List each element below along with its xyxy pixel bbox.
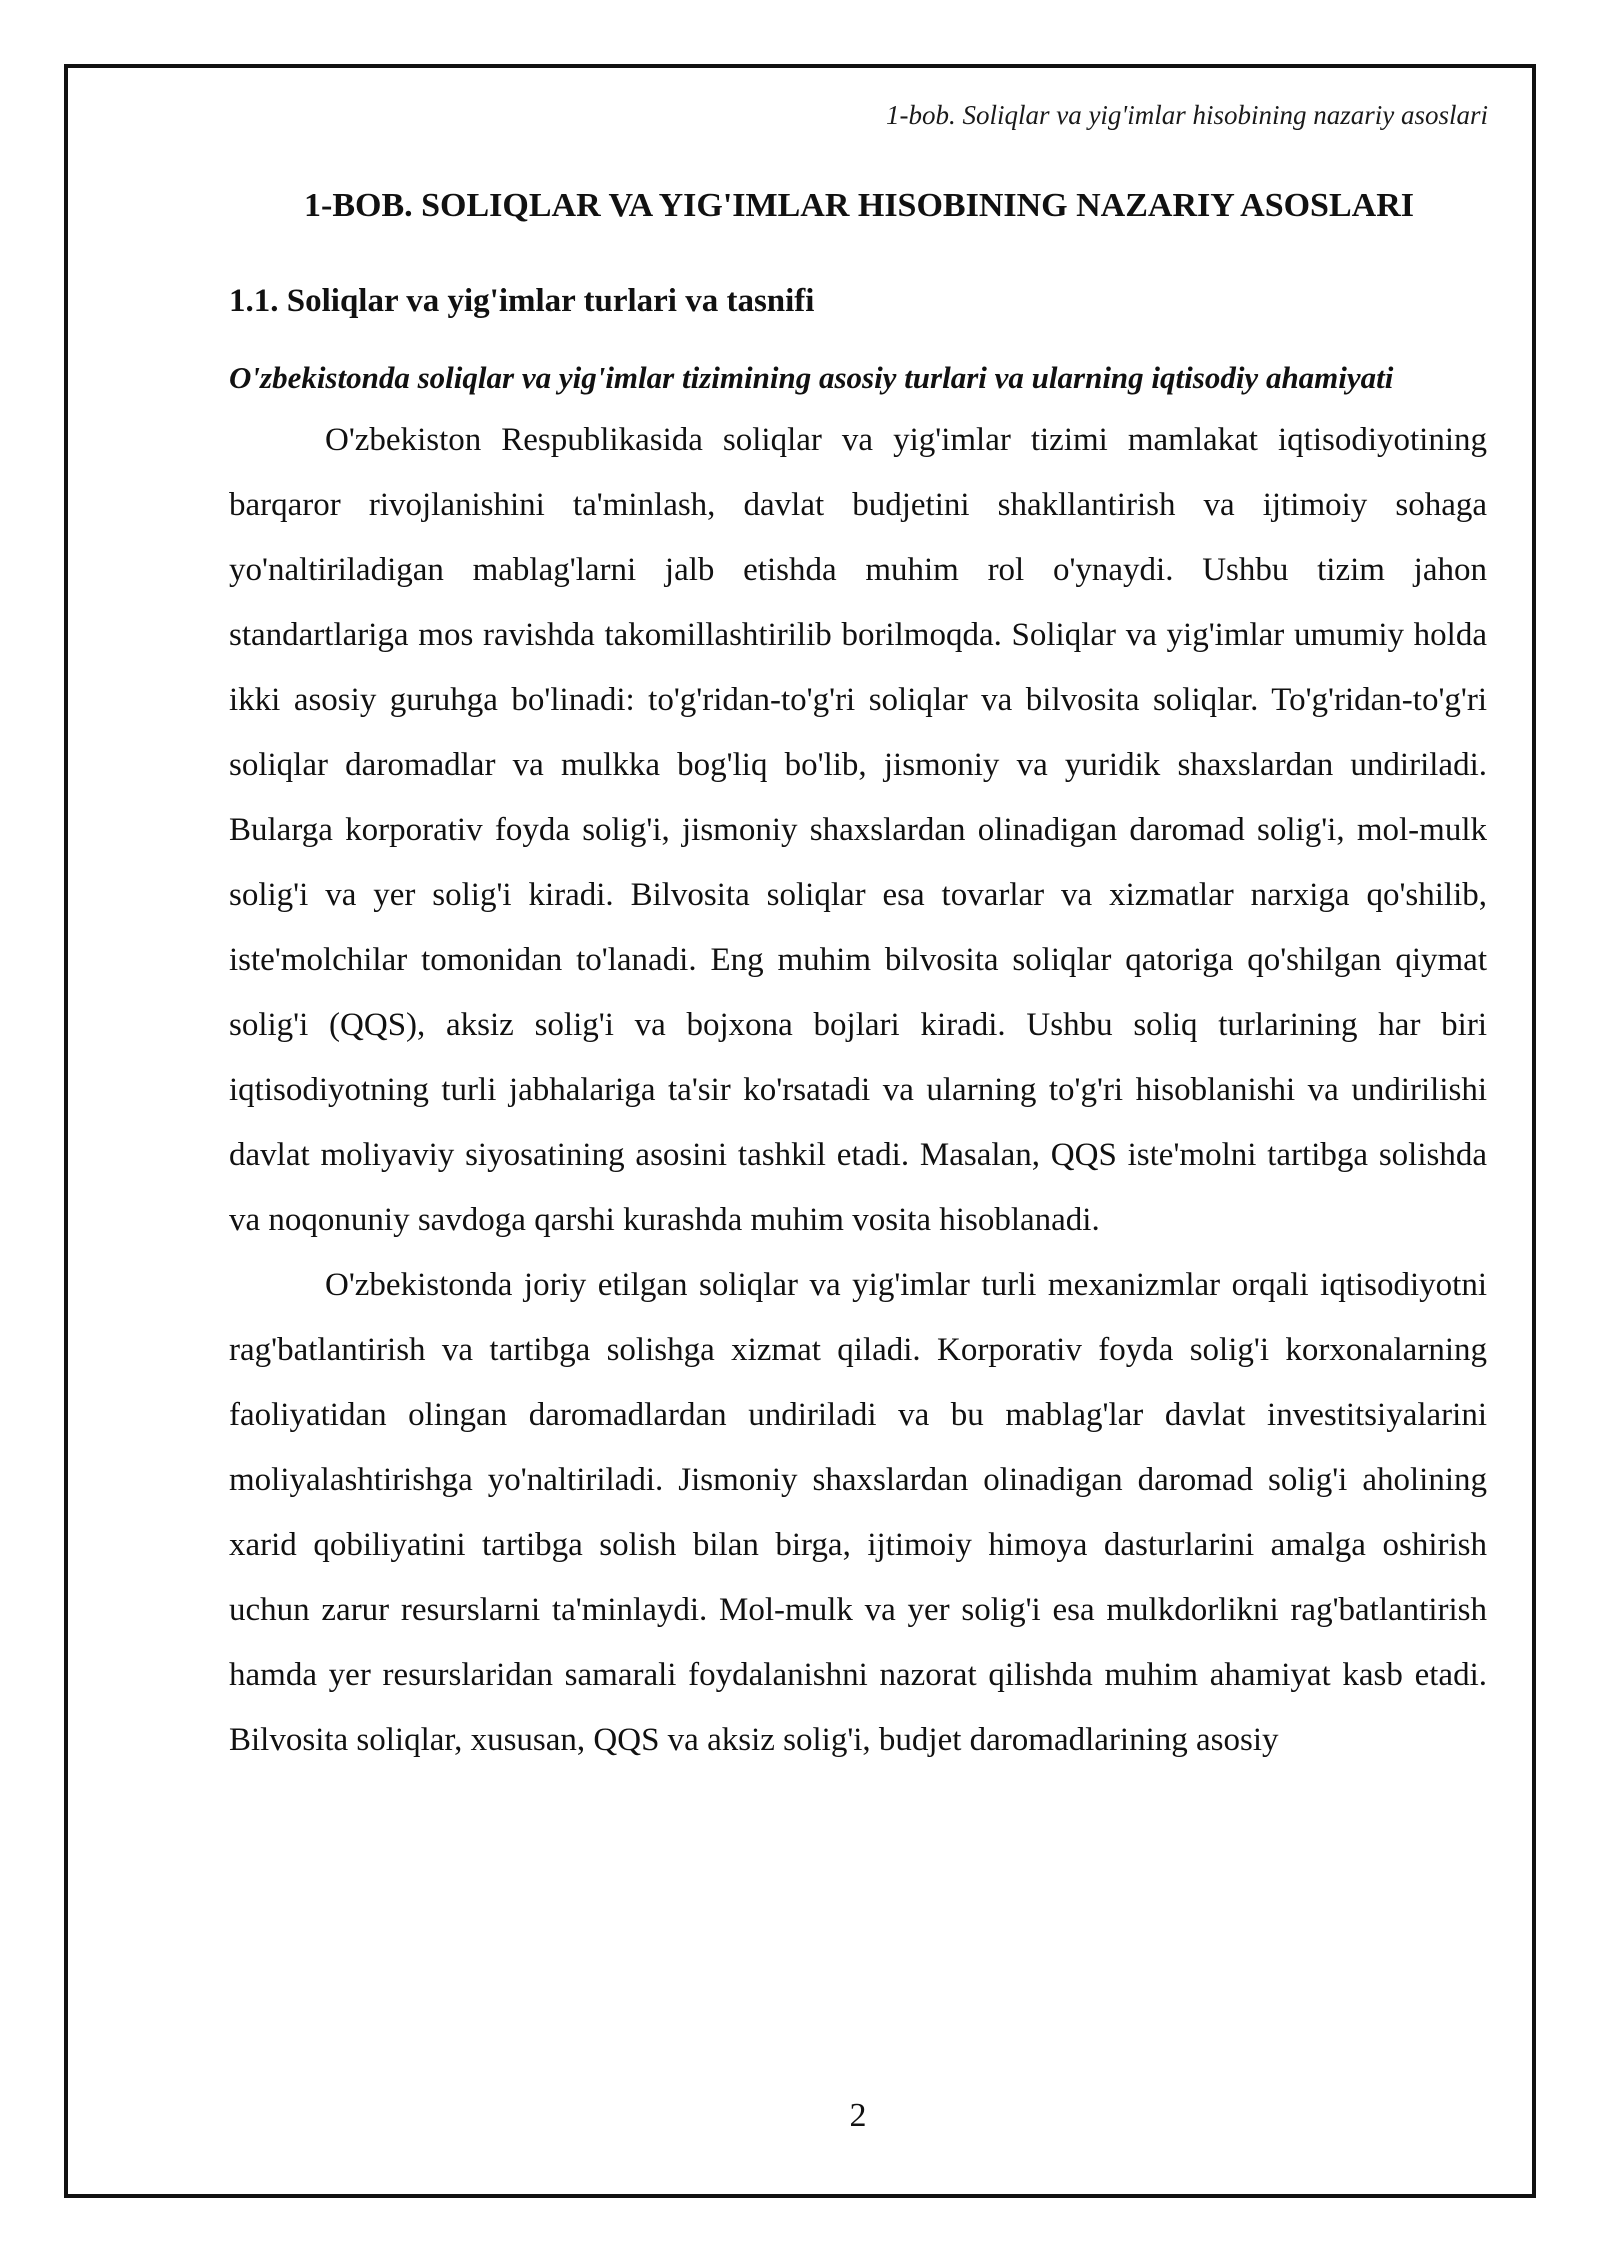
page-content	[229, 184, 1487, 1773]
subsection-title: O'zbekistonda soliqlar va yig'imlar tizimining asosiy turlari va ularning iqtisodiy ahamiyati	[229, 360, 1394, 395]
running-header: 1-bob. Soliqlar va yig'imlar hisobining nazariy asoslari	[885, 100, 1488, 130]
page-number: 2	[849, 2097, 867, 2134]
body-paragraph: O'zbekiston Respublikasida soliqlar va yig'imlar tizimi mamlakat iqtisodiyotining barqaror rivojlanishini ta'minlash, davlat budjetini shakllantirish va ijtimoiy sohaga yo'naltiriladigan mablag'larni jalb etishda muhim rol o'ynaydi. Ushbu tizim jahon standartlariga mos ravishda takomillashtirilib borilmoqda. Soliqlar va yig'imlar umumiy holda ikki asosiy guruhga bo'linadi: to'g'ridan-to'g'ri soliqlar va bilvosita soliqlar. To'g'ridan-to'g'ri soliqlar daromadlar va mulkka bog'liq bo'lib, jismoniy va yuridik shaxslardan undiriladi. Bularga korporativ foyda solig'i, jismoniy shaxslardan olinadigan daromad solig'i, mol-mulk solig'i va yer solig'i kiradi. Bilvosita soliqlar esa tovarlar va xizmatlar narxiga qo'shilib, iste'molchilar tomonidan to'lanadi. Eng muhim bilvosita soliqlar qatoriga qo'shilgan qiymat solig'i (QQS), aksiz solig'i va bojxona bojlari kiradi. Ushbu soliq turlarining har biri iqtisodiyotning turli jabhalariga ta'sir ko'rsatadi va ularning to'g'ri hisoblanishi va undirilishi davlat moliyaviy siyosatining asosini tashkil etadi. Masalan, QQS iste'molni tartibga solishda va noqonuniy savdoga qarshi kurashda muhim vosita hisoblanadi.	[229, 422, 1487, 1238]
section-title: 1.1. Soliqlar va yig'imlar turlari va tasnifi	[229, 283, 815, 319]
body-paragraph: O'zbekistonda joriy etilgan soliqlar va yig'imlar turli mexanizmlar orqali iqtisodiyotni rag'batlantirish va tartibga solishga xizmat qiladi. Korporativ foyda solig'i korxonalarning faoliyatidan olingan daromadlardan undiriladi va bu mablag'lar davlat investitsiyalarini moliyalashtirishga yo'naltiriladi. Jismoniy shaxslardan olinadigan daromad solig'i aholining xarid qobiliyatini tartibga solish bilan birga, ijtimoiy himoya dasturlarini amalga oshirish uchun zarur resurslarni ta'minlaydi. Mol-mulk va yer solig'i esa mulkdorlikni rag'batlantirish hamda yer resurslaridan samarali foydalanishni nazorat qilishda muhim ahamiyat kasb etadi. Bilvosita soliqlar, xususan, QQS va aksiz solig'i, budjet daromadlarining asosiy	[229, 1267, 1487, 1758]
chapter-title: 1-BOB. SOLIQLAR VA YIG'IMLAR HISOBINING NAZARIY ASOSLARI	[304, 187, 1414, 224]
